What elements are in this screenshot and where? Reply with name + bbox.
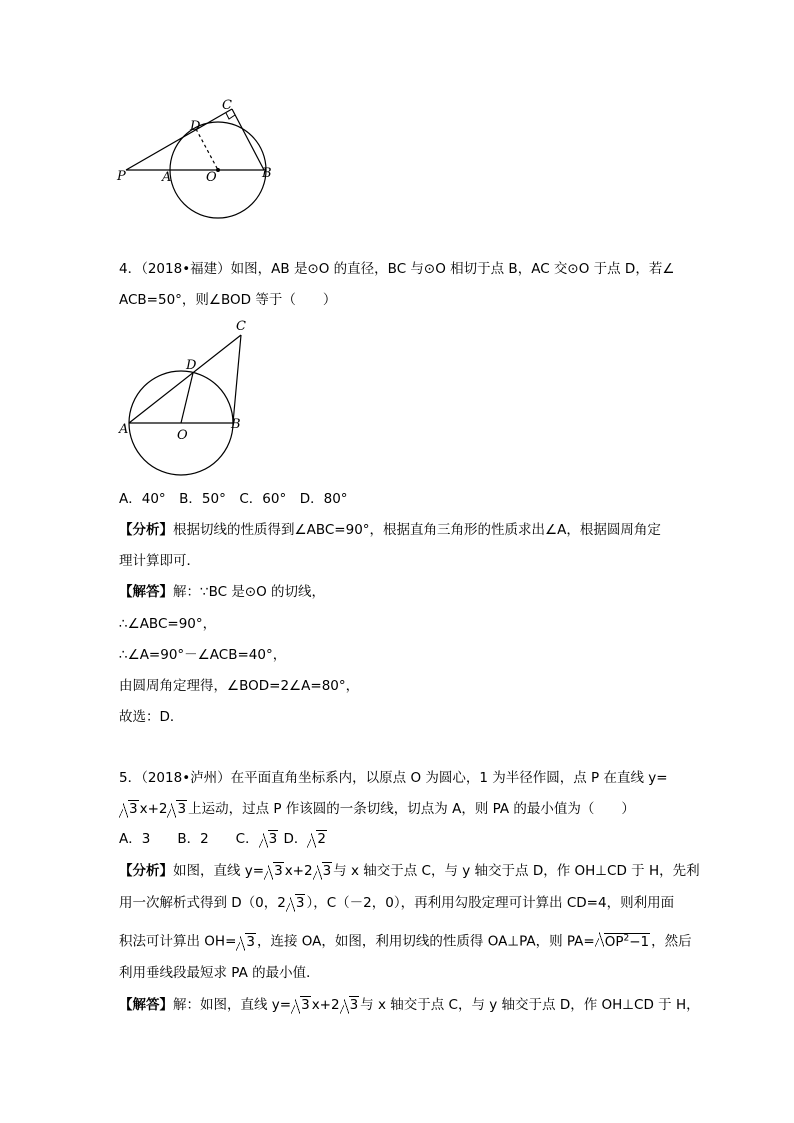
q5-analysis-line2: 用一次解析式得到 D（0，2 3 ），C（－2，0），再利用勾股定理可计算出 CD=4，则利用面	[119, 895, 675, 911]
q4-answer-line5: 故选：D．	[119, 709, 184, 725]
q5-answer-line1: 【解答】解：如图，直线 y= 3 x+2 3 与 x 轴交于点 C，与 y 轴交于点 D，作 OH⊥CD 于 H，	[119, 997, 700, 1013]
segment-ac	[129, 335, 241, 423]
sqrt: 3	[259, 829, 279, 849]
figure-tangent-circle-2	[115, 315, 265, 480]
sqrt: 3	[291, 995, 311, 1015]
label-b: B	[231, 417, 241, 432]
q4-options: A．40° B．50° C．60° D．80°	[119, 491, 348, 507]
q5-stem-line1: 5．（2018•泸州）在平面直角坐标系内，以原点 O 为圆心，1 为半径作圆，点 P 在直线 y=	[119, 770, 668, 786]
label-o: O	[206, 170, 217, 185]
analysis-text: 根据切线的性质得到∠ABC=90°，根据直角三角形的性质求出∠A，根据圆周角定	[173, 522, 661, 538]
sqrt: 3	[167, 799, 187, 819]
analysis-tag: 【分析】	[119, 522, 173, 538]
sqrt: 3	[286, 893, 306, 913]
label-d: D	[190, 119, 201, 134]
label-a: A	[162, 170, 172, 185]
q4-answer-line4: 由圆周角定理得，∠BOD=2∠A=80°，	[119, 678, 360, 694]
label-c: C	[236, 319, 246, 334]
q4-analysis-line2: 理计算即可．	[119, 553, 200, 569]
q4-answer-line2: ∴∠ABC=90°，	[119, 616, 217, 632]
q4-answer-line3: ∴∠A=90°－∠ACB=40°，	[119, 647, 287, 663]
sqrt: 3	[264, 861, 284, 881]
label-o: O	[177, 428, 188, 443]
sqrt: 3	[313, 861, 333, 881]
label-b: B	[262, 166, 272, 181]
label-d: D	[186, 358, 197, 373]
label-a: A	[119, 422, 129, 437]
q5-options: A．3 B．2 C． 3 D． 2	[119, 831, 326, 847]
q5-stem-line2: 3 x+2 3 上运动，过点 P 作该圆的一条切线，切点为 A，则 PA 的最小值为（ ）	[119, 799, 635, 819]
sqrt: $OP^2-1$	[595, 928, 650, 952]
segment-pc	[126, 109, 232, 170]
label-c: C	[222, 98, 232, 113]
sqrt: 3	[119, 799, 139, 819]
segment-cb	[233, 335, 241, 423]
q4-stem-line2: ACB=50°，则∠BOD 等于（ ）	[119, 292, 337, 308]
label-p: P	[117, 169, 126, 184]
segment-od-dashed	[196, 129, 218, 170]
analysis-tag: 【分析】	[119, 863, 173, 879]
q5-analysis-line3: 积法可计算出 OH= 3 ，连接 OA，如图，利用切线的性质得 OA⊥PA，则 $PA= OP^2-1$ ，然后	[119, 928, 692, 952]
sqrt: 3	[340, 995, 360, 1015]
q4-analysis-line1	[119, 520, 661, 540]
figure-tangent-circle-1	[110, 95, 290, 220]
answer-text: 解：∵BC 是⊙O 的切线，	[173, 584, 326, 600]
sqrt: 2	[307, 829, 327, 849]
q4-answer-line1	[119, 582, 325, 602]
answer-tag: 【解答】	[119, 584, 173, 600]
answer-tag: 【解答】	[119, 997, 173, 1013]
segment-cb	[232, 109, 264, 170]
q5-analysis-line4: 利用垂线段最短求 PA 的最小值．	[119, 965, 320, 981]
q4-stem-line1: 4．（2018•福建）如图，AB 是⊙O 的直径，BC 与⊙O 相切于点 B，AC 交⊙O 于点 D，若∠	[119, 261, 675, 277]
q5-analysis-line1: 【分析】如图，直线 y= 3 x+2 3 与 x 轴交于点 C，与 y 轴交于点 D，作 OH⊥CD 于 H，先利	[119, 863, 700, 879]
right-angle-mark	[226, 113, 235, 119]
sqrt: 3	[236, 932, 256, 952]
